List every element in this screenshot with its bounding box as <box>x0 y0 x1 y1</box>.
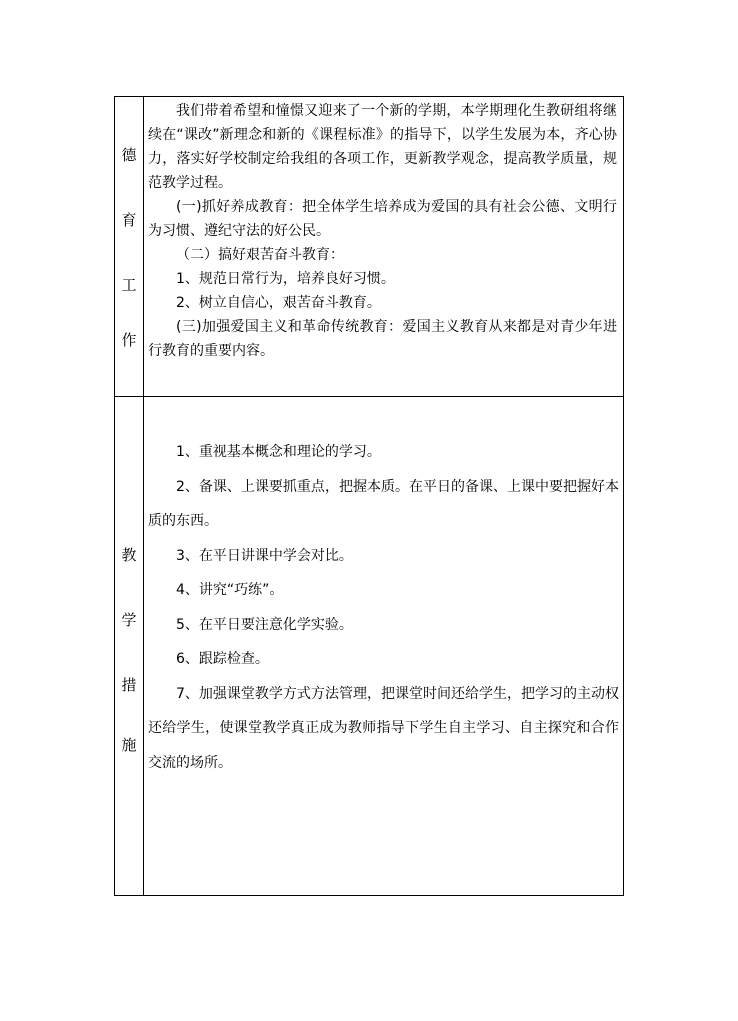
label-char: 施 <box>121 736 137 754</box>
list-item: 3、在平日讲课中学会对比。 <box>176 547 353 564</box>
intro-paragraph: 我们带着希望和憧憬又迎来了一个新的学期，本学期理化生教研组将继续在“课改”新理念和新的《课程标准》的指导下，以学生发展为本，齐心协力，落实好学校制定给我组的各项工作，更新教学观念，提高教学质量，规范教学过程。 <box>148 103 617 191</box>
list-item: 2、树立自信心，艰苦奋斗教育。 <box>176 295 381 311</box>
teaching-measures-label <box>115 397 144 895</box>
label-char: 作 <box>121 331 137 349</box>
habit-education-paragraph: (一)抓好养成教育：把全体学生培养成为爱国的具有社会公德、文明行为习惯、遵纪守法的好公民。 <box>148 199 617 239</box>
list-item: 2、备课、上课要抓重点，把握本质。在平日的备课、上课中要把握好本质的东西。 <box>148 478 619 529</box>
patriotism-education-paragraph: (三)加强爱国主义和革命传统教育：爱国主义教育从来都是对青少年进行教育的重要内容。 <box>148 319 617 359</box>
teaching-measures-row <box>115 397 623 895</box>
plan-table <box>114 96 624 896</box>
label-char: 德 <box>121 146 137 164</box>
list-item: 5、在平日要注意化学实验。 <box>176 616 353 633</box>
list-item: 1、规范日常行为，培养良好习惯。 <box>176 271 395 287</box>
moral-education-content <box>144 97 623 396</box>
list-item: 4、讲究“巧练”。 <box>176 582 284 598</box>
moral-education-label <box>115 97 144 396</box>
label-char: 工 <box>121 276 137 294</box>
moral-education-row <box>115 97 623 397</box>
label-char: 措 <box>121 676 137 694</box>
label-char: 学 <box>121 611 137 629</box>
label-char: 教 <box>121 546 137 564</box>
hardwork-education-heading: （二）搞好艰苦奋斗教育： <box>176 247 344 263</box>
teaching-measures-content <box>144 397 623 895</box>
list-item: 7、加强课堂教学方式方法管理，把课堂时间还给学生，把学习的主动权还给学生，使课堂教学真正成为教师指导下学生自主学习、自主探究和合作交流的场所。 <box>148 685 619 771</box>
list-item: 1、重视基本概念和理论的学习。 <box>176 444 381 460</box>
label-char: 育 <box>121 211 137 229</box>
list-item: 6、跟踪检查。 <box>176 651 269 667</box>
